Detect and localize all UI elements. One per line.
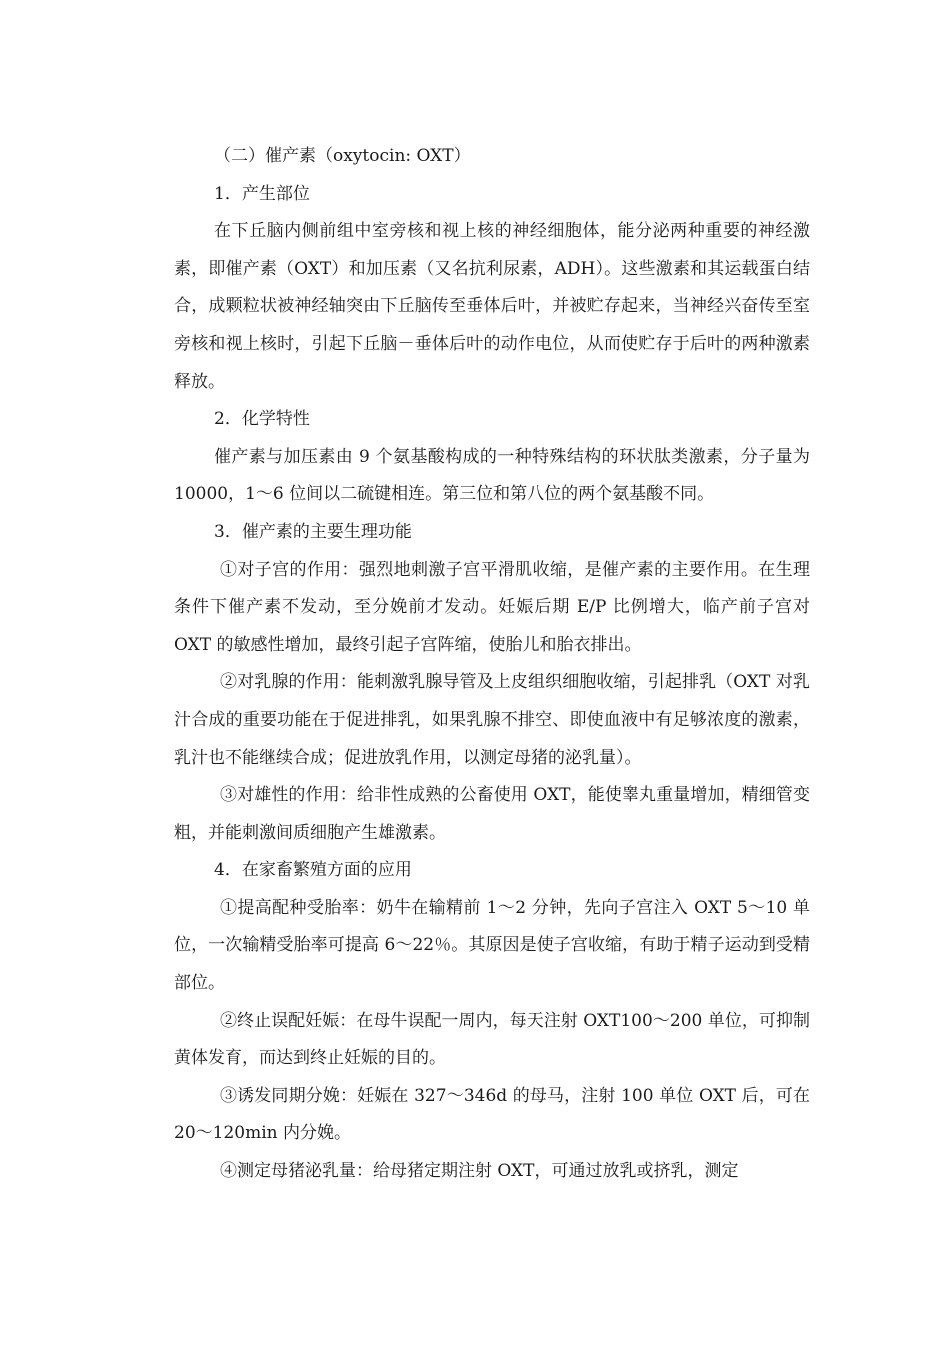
paragraph-chemical-properties: 催产素与加压素由 9 个氨基酸构成的一种特殊结构的环状肽类激素，分子量为 10000，1～6 位间以二硫键相连。第三位和第八位的两个氨基酸不同。: [174, 446, 810, 505]
subsection-heading-2: 2．化学特性: [214, 409, 310, 430]
list-item: ②对乳腺的作用：能刺激乳腺导管及上皮组织细胞收缩，引起排乳（OXT 对乳汁合成的重要功能在于促进排乳，如果乳腺不排空、即使血液中有足够浓度的激素，乳汁也不能继续合成；促进放乳作用，以测定母猪的泌乳量）。: [174, 672, 810, 768]
list-item: ③对雄性的作用：给非性成熟的公畜使用 OXT，能使睾丸重量增加，精细管变粗，并能刺激间质细胞产生雄激素。: [174, 785, 810, 843]
list-item: ②终止误配妊娠：在母牛误配一周内，每天注射 OXT100～200 单位，可抑制黄体发育，而达到终止妊娠的目的。: [174, 1010, 810, 1069]
subsection-heading-4: 4．在家畜繁殖方面的应用: [214, 860, 412, 881]
paragraph-production-site: 在下丘脑内侧前组中室旁核和视上核的神经细胞体，能分泌两种重要的神经激素，即催产素（OXT）和加压素（又名抗利尿素，ADH）。这些激素和其运载蛋白结合，成颗粒状被神经轴突由下丘脑传至垂体后叶，并被贮存起来，当神经兴奋传至室旁核和视上核时，引起下丘脑－垂体后叶的动作电位，从而使贮存于后叶的两种激素释放。: [174, 221, 810, 392]
subsection-heading-1: 1．产生部位: [214, 183, 310, 204]
list-item: ①提高配种受胎率：奶牛在输精前 1～2 分钟，先向子宫注入 OXT 5～10 单位，一次输精受胎率可提高 6～22％。其原因是使子宫收缩，有助于精子运动到受精部位。: [174, 897, 810, 994]
section-title: （二）催产素（oxytocin: OXT）: [214, 146, 471, 166]
subsection-heading-3: 3．催产素的主要生理功能: [214, 521, 412, 542]
document-body: [174, 138, 810, 1191]
list-item: ③诱发同期分娩：妊娠在 327～346d 的母马，注射 100 单位 OXT 后，可在 20～120min 内分娩。: [174, 1085, 810, 1144]
list-item: ①对子宫的作用：强烈地刺激子宫平滑肌收缩，是催产素的主要作用。在生理条件下催产素不发动，至分娩前才发动。妊娠后期 E/P 比例增大，临产前子宫对 OXT 的敏感性增加，最终引起子宫阵缩，使胎儿和胎衣排出。: [174, 559, 810, 655]
list-item: ④测定母猪泌乳量：给母猪定期注射 OXT，可通过放乳或挤乳，测定: [220, 1161, 739, 1182]
